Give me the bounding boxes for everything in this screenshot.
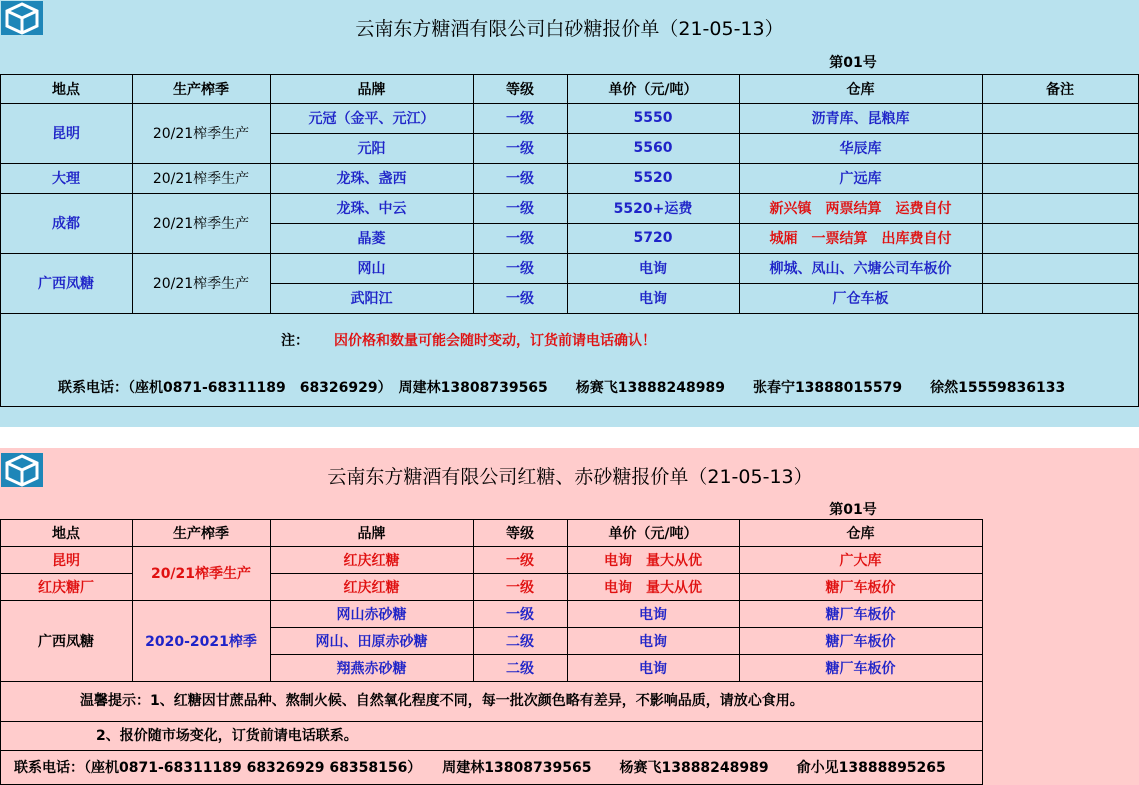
season-cell: 20/21榨季生产 — [152, 216, 250, 232]
warehouse-cell: 新兴镇 两票结算 运费自付 — [769, 201, 952, 217]
header-grade: 等级 — [506, 525, 534, 542]
price-cell: 电询 — [639, 261, 667, 277]
header-price: 单价（元/吨） — [608, 525, 698, 542]
brand-cell: 元阳 — [357, 141, 386, 157]
red-sheet-doc-no: 第01号 — [829, 502, 877, 518]
price-cell: 电询 量大从优 — [604, 552, 702, 569]
header-season: 生产榨季 — [173, 81, 229, 98]
season-cell: 20/21榨季生产 — [152, 126, 250, 142]
warehouse-cell: 城厢 一票结算 出库费自付 — [769, 231, 952, 247]
warehouse-cell: 广大库 — [839, 552, 882, 569]
price-cell: 电询 — [639, 291, 667, 307]
warehouse-cell: 沥青库、昆粮库 — [811, 111, 910, 127]
note-label: 注： — [281, 333, 309, 349]
header-location: 地点 — [52, 525, 80, 542]
warehouse-cell: 厂仓车板 — [832, 291, 889, 307]
white-sheet-doc-no: 第01号 — [829, 55, 877, 71]
warehouse-cell: 华辰库 — [839, 141, 882, 157]
red-sheet-title: 云南东方糖酒有限公司红糖、赤砂糖报价单（21-05-13） — [327, 465, 813, 488]
price-cell: 5550 — [633, 110, 673, 126]
brand-cell: 网山 — [357, 261, 386, 277]
brand-cell: 网山、田原赤砂糖 — [315, 633, 428, 650]
white-sheet-title: 云南东方糖酒有限公司白砂糖报价单（21-05-13） — [355, 17, 784, 40]
red-sheet-contact: 联系电话：（座机0871-68311189 68326929 68358156） 周建林13808739565 杨赛飞13888248989 俞小见13888895265 — [14, 760, 946, 776]
location-kunming: 昆明 — [52, 126, 80, 142]
header-brand: 品牌 — [357, 81, 386, 98]
price-cell: 电询 — [639, 660, 667, 677]
grade-cell: 一级 — [506, 171, 534, 187]
warehouse-cell: 糖厂车板价 — [825, 633, 896, 650]
note-text: 因价格和数量可能会随时变动，订货前请电话确认！ — [334, 333, 656, 349]
grade-cell: 一级 — [506, 261, 534, 277]
grade-cell: 二级 — [506, 660, 534, 677]
grade-cell: 一级 — [506, 201, 534, 217]
header-season: 生产榨季 — [173, 525, 229, 542]
location-guangxi: 广西凤糖 — [38, 276, 94, 292]
brand-cell: 龙珠、盏西 — [336, 171, 407, 187]
grade-cell: 一级 — [506, 579, 534, 596]
season-cell: 20/21榨季生产 — [152, 276, 250, 292]
white-sheet-contact: 联系电话：（座机0871-68311189 68326929） 周建林13808739565 杨赛飞13888248989 张春宁13888015579 徐然15559836133 — [58, 380, 1066, 396]
warehouse-cell: 柳城、凤山、六塘公司车板价 — [769, 261, 952, 277]
brand-cell: 红庆红糖 — [343, 579, 400, 596]
price-cell: 5720 — [633, 230, 673, 246]
brand-cell: 红庆红糖 — [343, 552, 400, 569]
brand-cell: 元冠（金平、元江） — [308, 111, 435, 127]
tip-line-2: 2、报价随市场变化，订货前请电话联系。 — [96, 728, 358, 744]
header-brand: 品牌 — [357, 525, 386, 542]
location-hongqing: 红庆糖厂 — [38, 579, 94, 596]
location-chengdu: 成都 — [52, 216, 80, 232]
header-location: 地点 — [52, 81, 80, 98]
header-warehouse: 仓库 — [846, 525, 875, 542]
location-kunming: 昆明 — [52, 552, 80, 569]
price-cell: 电询 量大从优 — [604, 579, 702, 596]
tip-line-1: 温馨提示：1、红糖因甘蔗品种、熬制火候、自然氧化程度不同，每一批次颜色略有差异，不影响品质，请放心食用。 — [80, 693, 804, 709]
brand-cell: 龙珠、中云 — [336, 201, 407, 217]
location-guangxi: 广西凤糖 — [38, 633, 94, 650]
price-cell: 5520 — [633, 170, 673, 186]
grade-cell: 一级 — [506, 606, 534, 623]
grade-cell: 一级 — [506, 111, 534, 127]
brand-cell: 网山赤砂糖 — [336, 606, 407, 623]
grade-cell: 二级 — [506, 633, 534, 650]
season-cell: 2020-2021榨季 — [145, 633, 257, 650]
header-remarks: 备注 — [1046, 81, 1074, 98]
season-cell: 20/21榨季生产 — [150, 566, 252, 582]
location-dali: 大理 — [52, 171, 80, 187]
header-warehouse: 仓库 — [846, 81, 875, 98]
brand-cell: 武阳江 — [350, 291, 393, 307]
grade-cell: 一级 — [506, 291, 534, 307]
price-cell: 5560 — [633, 140, 673, 156]
warehouse-cell: 广远库 — [839, 171, 882, 187]
grade-cell: 一级 — [506, 552, 534, 569]
grade-cell: 一级 — [506, 231, 534, 247]
price-cell: 5520+运费 — [613, 201, 693, 217]
price-cell: 电询 — [639, 606, 667, 623]
warehouse-cell: 糖厂车板价 — [825, 606, 896, 623]
brand-cell: 晶菱 — [357, 231, 386, 247]
company-logo-icon — [1, 453, 43, 487]
header-grade: 等级 — [506, 81, 534, 98]
warehouse-cell: 糖厂车板价 — [825, 579, 896, 596]
grade-cell: 一级 — [506, 141, 534, 157]
warehouse-cell: 糖厂车板价 — [825, 660, 896, 677]
price-cell: 电询 — [639, 633, 667, 650]
brand-cell: 翔燕赤砂糖 — [336, 660, 407, 677]
season-cell: 20/21榨季生产 — [152, 171, 250, 187]
header-price: 单价（元/吨） — [608, 81, 698, 98]
